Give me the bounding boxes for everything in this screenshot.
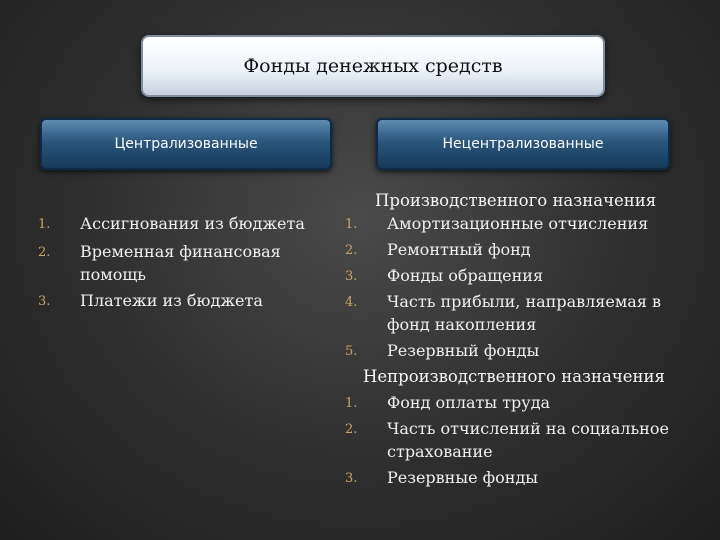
list-text: Ремонтный фонд <box>387 240 531 259</box>
title-text: Фонды денежных средств <box>243 55 503 77</box>
list-number: 1. <box>345 217 358 232</box>
title-box <box>141 35 605 97</box>
list-item <box>345 466 705 489</box>
list-item <box>38 289 328 312</box>
list-text: Часть прибыли, направляемая в фонд накопления <box>387 292 662 334</box>
decentralized-label: Нецентрализованные <box>442 136 604 152</box>
list-item <box>345 417 707 463</box>
list-item <box>345 238 705 261</box>
production-heading: Производственного назначения <box>375 191 657 210</box>
list-text: Временная финансовая помощь <box>80 242 281 284</box>
list-number: 1. <box>345 396 358 411</box>
list-item <box>345 212 705 235</box>
list-text: Фонд оплаты труда <box>387 393 551 412</box>
centralized-box <box>40 118 332 170</box>
list-item <box>345 391 705 414</box>
list-number: 1. <box>38 217 51 232</box>
list-number: 2. <box>345 243 358 258</box>
list-number: 3. <box>345 471 358 486</box>
list-text: Амортизационные отчисления <box>387 214 649 233</box>
list-item <box>38 240 328 286</box>
list-item <box>345 339 705 362</box>
list-number: 2. <box>38 245 51 260</box>
list-text: Платежи из бюджета <box>80 291 263 310</box>
list-number: 2. <box>345 422 358 437</box>
decentralized-box <box>376 118 670 170</box>
list-item <box>345 264 705 287</box>
list-text: Часть отчислений на социальное страхование <box>387 419 669 461</box>
list-text: Резервные фонды <box>387 468 539 487</box>
centralized-list <box>38 212 328 312</box>
list-item <box>38 212 328 235</box>
list-item <box>345 290 707 336</box>
list-text: Фонды обращения <box>387 266 544 285</box>
list-number: 5. <box>345 344 358 359</box>
list-number: 3. <box>345 269 358 284</box>
decentralized-list <box>345 189 705 489</box>
nonproduction-heading: Непроизводственного назначения <box>363 367 665 386</box>
list-number: 3. <box>38 294 51 309</box>
list-text: Резервный фонды <box>387 341 540 360</box>
centralized-label: Централизованные <box>114 136 258 152</box>
list-text: Ассигнования из бюджета <box>80 214 305 233</box>
list-number: 4. <box>345 295 358 310</box>
